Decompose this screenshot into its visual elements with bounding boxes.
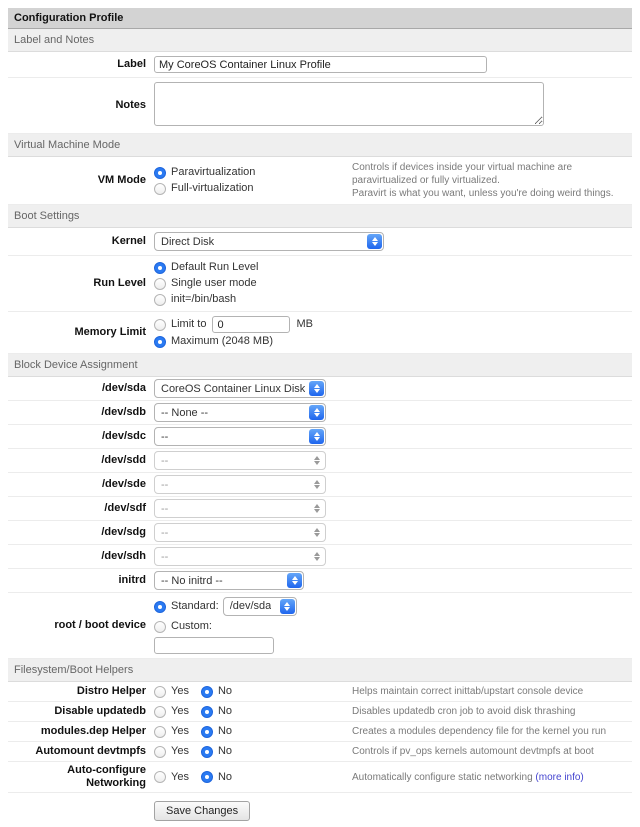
configuration-profile-form [8, 8, 632, 821]
block-device-select-sda[interactable] [154, 379, 326, 398]
select-stepper-icon [280, 599, 295, 614]
option-label: Yes [171, 745, 189, 757]
radio-selected-icon[interactable] [154, 336, 166, 348]
helper-row-disable-updatedb [8, 702, 632, 722]
help-text: Automatically configure static networking [352, 771, 533, 783]
select-stepper-icon [309, 381, 324, 396]
option-label: Standard: [171, 600, 219, 612]
radio-unselected-icon[interactable] [154, 706, 166, 718]
helper-yes-option[interactable] [154, 770, 189, 785]
option-label: Custom: [171, 620, 212, 632]
select-stepper-icon [367, 234, 382, 249]
select-value: -- [161, 430, 169, 443]
option-label: Default Run Level [171, 261, 259, 273]
radio-unselected-icon[interactable] [154, 294, 166, 306]
helper-no-option[interactable] [201, 724, 232, 739]
device-label: /dev/sde [101, 478, 146, 490]
select-stepper-icon [287, 573, 302, 588]
option-label: Full-virtualization [171, 182, 254, 194]
memory-limit-option[interactable] [154, 316, 313, 333]
label-row [8, 52, 632, 78]
device-label: /dev/sdc [101, 430, 146, 442]
block-device-row-sdh [8, 545, 632, 569]
select-stepper-icon [309, 429, 324, 444]
save-changes-button[interactable]: Save Changes [154, 801, 250, 821]
radio-selected-icon[interactable] [201, 746, 213, 758]
block-device-select-sde[interactable] [154, 475, 326, 494]
helper-no-option[interactable] [201, 684, 232, 699]
vm-mode-row [8, 157, 632, 205]
helper-label: Auto-configure Networking [67, 764, 146, 789]
select-value: -- None -- [161, 406, 209, 419]
section-header-label-and-notes: Label and Notes [8, 29, 632, 52]
helper-no-option[interactable] [201, 704, 232, 719]
select-value: -- [161, 550, 169, 563]
help-line: Controls if devices inside your virtual machine are paravirtualized or fully virtualized. [352, 162, 573, 186]
select-value: -- [161, 526, 169, 539]
page-title: Configuration Profile [8, 8, 632, 29]
run-level-option-init-bash[interactable] [154, 292, 258, 307]
helper-help: Creates a modules dependency file for the kernel you run [352, 726, 607, 737]
memory-limit-input[interactable] [212, 316, 290, 333]
select-value: -- [161, 478, 169, 491]
memory-unit-label: MB [296, 318, 313, 330]
notes-field-label: Notes [115, 99, 146, 111]
initrd-select[interactable] [154, 571, 304, 590]
helper-no-option[interactable] [201, 770, 232, 785]
option-label: init=/bin/bash [171, 293, 237, 305]
vm-mode-help [352, 161, 632, 200]
option-label: Yes [171, 685, 189, 697]
label-input[interactable] [154, 56, 487, 73]
vm-mode-option-paravirtualization[interactable] [154, 165, 344, 180]
block-device-row-sdf [8, 497, 632, 521]
select-value: -- [161, 502, 169, 515]
kernel-select[interactable] [154, 232, 384, 251]
helper-no-option[interactable] [201, 744, 232, 759]
radio-unselected-icon[interactable] [154, 746, 166, 758]
kernel-row [8, 228, 632, 256]
radio-selected-icon[interactable] [154, 262, 166, 274]
block-device-row-sda [8, 377, 632, 401]
device-label: /dev/sda [101, 382, 146, 394]
option-label: No [217, 725, 233, 737]
option-label: No [217, 745, 233, 757]
helper-row-auto-configure-networking [8, 762, 632, 793]
option-label: No [217, 705, 233, 717]
radio-unselected-icon[interactable] [154, 771, 166, 783]
radio-unselected-icon[interactable] [154, 686, 166, 698]
root-boot-device-label: root / boot device [54, 619, 146, 631]
initrd-label: initrd [118, 574, 146, 586]
device-label: /dev/sdd [101, 454, 146, 466]
block-device-row-sdg [8, 521, 632, 545]
radio-selected-icon[interactable] [201, 706, 213, 718]
block-device-row-sdb [8, 401, 632, 425]
radio-unselected-icon[interactable] [154, 319, 166, 331]
root-device-select[interactable] [223, 597, 297, 616]
root-custom-input[interactable] [154, 637, 274, 654]
run-level-option-single-user[interactable] [154, 276, 258, 291]
helper-help: Controls if pv_ops kernels automount devtmpfs at boot [352, 746, 594, 757]
radio-selected-icon[interactable] [201, 771, 213, 783]
helper-yes-option[interactable] [154, 744, 189, 759]
run-level-option-default[interactable] [154, 260, 258, 275]
notes-row [8, 78, 632, 134]
option-label: No [217, 685, 233, 697]
helper-label: Automount devtmpfs [35, 745, 146, 757]
select-value: Direct Disk [161, 235, 215, 248]
memory-limit-row [8, 312, 632, 354]
select-value: /dev/sda [229, 600, 272, 612]
device-label: /dev/sdb [101, 406, 146, 418]
section-header-filesystem-boot-helpers: Filesystem/Boot Helpers [8, 659, 632, 682]
block-device-select-sdc[interactable] [154, 427, 326, 446]
radio-selected-icon[interactable] [154, 167, 166, 179]
option-label: No [217, 770, 233, 783]
block-device-select-sdd[interactable] [154, 451, 326, 470]
helper-yes-option[interactable] [154, 684, 189, 699]
helper-yes-option[interactable] [154, 724, 189, 739]
vm-mode-option-full-virtualization[interactable] [154, 181, 344, 196]
radio-unselected-icon[interactable] [154, 726, 166, 738]
section-header-virtual-machine-mode: Virtual Machine Mode [8, 134, 632, 157]
option-label: Limit to [171, 318, 207, 330]
root-custom-option[interactable] [154, 619, 297, 634]
radio-selected-icon[interactable] [154, 601, 166, 613]
label-field-label: Label [117, 58, 146, 70]
radio-selected-icon[interactable] [201, 686, 213, 698]
radio-unselected-icon[interactable] [154, 621, 166, 633]
block-device-select-sdf[interactable] [154, 499, 326, 518]
radio-unselected-icon[interactable] [154, 278, 166, 290]
block-device-select-sdg[interactable] [154, 523, 326, 542]
block-device-select-sdh[interactable] [154, 547, 326, 566]
select-stepper-icon [309, 477, 324, 492]
block-device-row-sdc [8, 425, 632, 449]
option-label: Yes [171, 725, 189, 737]
vm-mode-label: VM Mode [97, 174, 146, 186]
helper-help: Helps maintain correct inittab/upstart console device [352, 686, 584, 697]
option-label: Single user mode [171, 277, 257, 289]
helper-row-modules-dep [8, 722, 632, 742]
helper-label: Disable updatedb [54, 705, 146, 717]
helper-row-automount-devtmpfs [8, 742, 632, 762]
option-label: Yes [171, 770, 189, 783]
helper-label: modules.dep Helper [40, 725, 146, 737]
run-level-label: Run Level [93, 277, 146, 289]
initrd-row [8, 569, 632, 593]
select-value: -- [161, 454, 169, 467]
memory-limit-label: Memory Limit [74, 326, 146, 338]
radio-unselected-icon[interactable] [154, 183, 166, 195]
helper-yes-option[interactable] [154, 704, 189, 719]
section-header-block-device-assignment: Block Device Assignment [8, 354, 632, 377]
root-standard-option[interactable] [154, 597, 297, 616]
device-label: /dev/sdf [104, 502, 146, 514]
block-device-select-sdb[interactable] [154, 403, 326, 422]
kernel-label: Kernel [111, 235, 146, 247]
device-label: /dev/sdh [101, 550, 146, 562]
helper-help [352, 771, 632, 784]
select-stepper-icon [309, 405, 324, 420]
more-info-link[interactable]: (more info) [535, 771, 584, 783]
block-device-row-sde [8, 473, 632, 497]
select-value: CoreOS Container Linux Disk [161, 382, 306, 395]
root-boot-device-row [8, 593, 632, 659]
select-stepper-icon [309, 501, 324, 516]
section-header-boot-settings: Boot Settings [8, 205, 632, 228]
select-stepper-icon [309, 549, 324, 564]
device-label: /dev/sdg [101, 526, 146, 538]
select-stepper-icon [309, 525, 324, 540]
select-stepper-icon [309, 453, 324, 468]
helper-row-distro-helper [8, 682, 632, 702]
run-level-row [8, 256, 632, 312]
radio-selected-icon[interactable] [201, 726, 213, 738]
helper-help: Disables updatedb cron job to avoid disk thrashing [352, 706, 576, 717]
block-device-row-sdd [8, 449, 632, 473]
option-label: Maximum (2048 MB) [171, 335, 274, 347]
select-value: -- No initrd -- [161, 574, 223, 587]
option-label: Paravirtualization [171, 166, 256, 178]
helper-label: Distro Helper [76, 685, 146, 697]
option-label: Yes [171, 705, 189, 717]
memory-maximum-option[interactable] [154, 334, 313, 349]
help-line: Paravirt is what you want, unless you're doing weird things. [352, 188, 614, 199]
notes-textarea[interactable] [154, 82, 544, 126]
